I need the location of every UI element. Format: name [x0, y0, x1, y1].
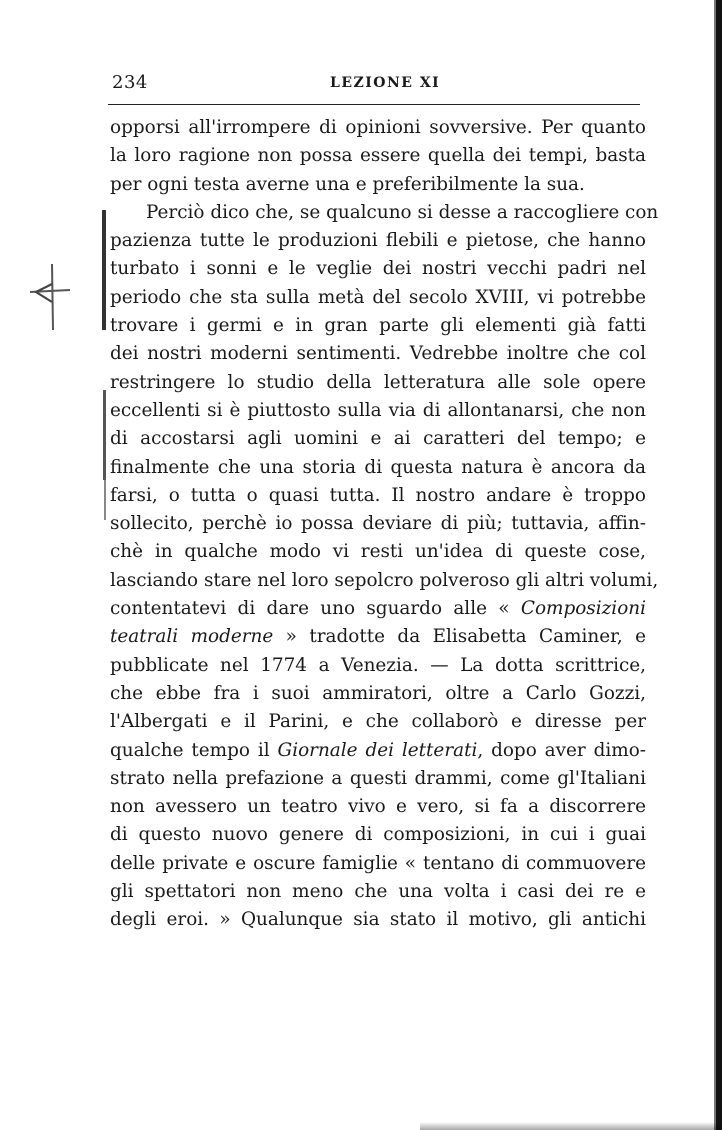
text-line: l'Albergati e il Parini, e che collaborò e diresse per [110, 711, 646, 733]
text-line: eccellenti si è piuttosto sulla via di allontanarsi, che non [110, 399, 646, 421]
italic-title: teatrali moderne [110, 626, 274, 648]
text-line: finalmente che una storia di questa natura è ancora da [110, 456, 646, 478]
text-line: di accostarsi agli uomini e ai caratteri del tempo; e [110, 428, 646, 450]
text-line: farsi, o tutta o quasi tutta. Il nostro andare è troppo [110, 484, 646, 506]
text-line-with-italic [110, 595, 646, 623]
margin-pencil-line [104, 480, 106, 520]
margin-pencil-line [103, 390, 106, 480]
text-line: restringere lo studio della letteratura alle sole opere [110, 371, 646, 393]
text-line: Perciò dico che, se qualcuno si desse a raccogliere con [146, 201, 659, 223]
page-header [112, 72, 642, 100]
text-line: per ogni testa averne una e preferibilmente la sua. [110, 173, 585, 195]
text-line: gli spettatori non meno che una volta i casi dei re e [110, 881, 646, 903]
text-line: chè in qualche modo vi resti un'idea di queste cose, [110, 541, 646, 563]
page-bottom-shadow [420, 1122, 720, 1130]
page-edge-shadow [716, 0, 722, 1130]
text-line: dei nostri moderni sentimenti. Vedrebbe inoltre che col [110, 343, 646, 365]
text-line: periodo che sta sulla metà del secolo XVIII, vi potrebbe [110, 286, 646, 308]
text-line: pazienza tutte le produzioni flebili e pietose, che hanno [110, 230, 646, 252]
pencil-cross-mark-icon [22, 262, 82, 332]
margin-pencil-line [102, 210, 106, 330]
text-line-with-italic [110, 737, 646, 765]
text-line: trovare i germi e in gran parte gli elementi già fatti [110, 315, 646, 337]
text-line: lasciando stare nel loro sepolcro polveroso gli altri volumi, [110, 569, 659, 591]
text-segment: qualche tempo il [110, 739, 278, 761]
text-line: la loro ragione non possa essere quella dei tempi, basta [110, 145, 646, 167]
text-line: degli eroi. » Qualunque sia stato il motivo, gli antichi [110, 909, 646, 931]
header-rule [108, 104, 640, 105]
text-line: di questo nuovo genere di composizioni, in cui i guai [110, 824, 646, 846]
text-line: sollecito, perchè io possa deviare di più; tuttavia, affin- [110, 513, 646, 535]
text-segment: , dopo aver dimo- [477, 739, 646, 761]
text-segment: contentatevi di dare uno sguardo alle « [110, 598, 521, 620]
italic-title: Giornale dei letterati [277, 739, 478, 761]
page-edge-line [714, 0, 716, 1130]
text-segment: » tradotte da Elisabetta Caminer, e [273, 626, 647, 648]
text-line: opporsi all'irrompere di opinioni sovversive. Per quanto [110, 117, 646, 138]
running-title: LEZIONE XI [330, 75, 441, 91]
text-line: non avessero un teatro vivo e vero, si fa a discorrere [110, 796, 646, 818]
page-number: 234 [112, 72, 148, 93]
italic-title: Composizioni [520, 598, 646, 620]
text-line: che ebbe fra i suoi ammiratori, oltre a Carlo Gozzi, [110, 682, 646, 704]
text-line: strato nella prefazione a questi drammi, come gl'Italiani [110, 767, 646, 789]
text-line: pubblicate nel 1774 a Venezia. — La dotta scrittrice, [110, 654, 646, 676]
text-line: delle private e oscure famiglie « tentano di commuovere [110, 852, 646, 874]
text-line: turbato i sonni e le veglie dei nostri vecchi padri nel [110, 258, 646, 280]
body-text [110, 114, 659, 935]
text-line-with-italic [110, 623, 646, 651]
